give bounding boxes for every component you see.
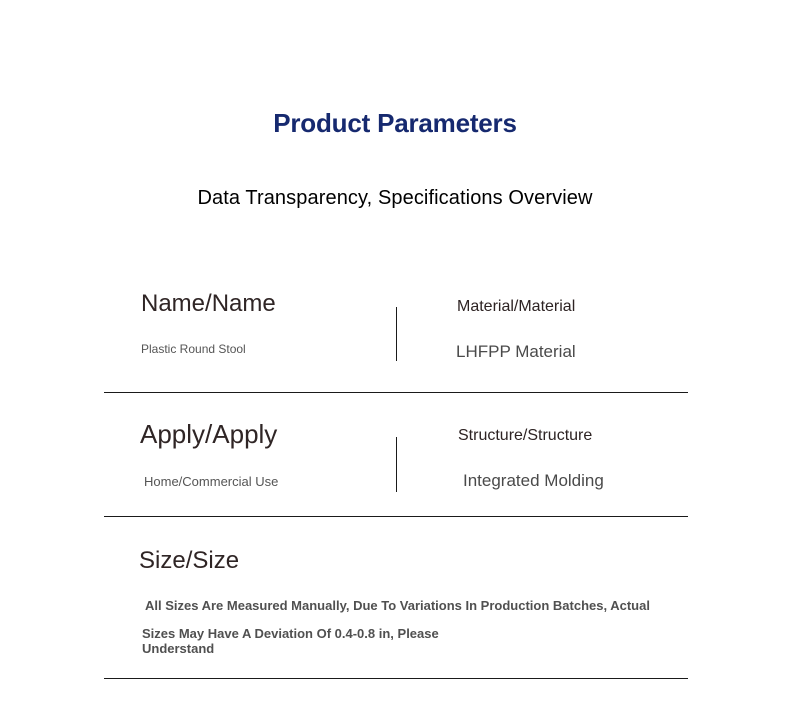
apply-label: Apply/Apply xyxy=(140,419,278,449)
row2-separator xyxy=(104,516,688,517)
row2-divider xyxy=(396,437,397,492)
name-value: Plastic Round Stool xyxy=(141,342,246,356)
size-label: Size/Size xyxy=(139,547,240,574)
name-label: Name/Name xyxy=(141,290,276,317)
page-subtitle: Data Transparency, Specifications Overview xyxy=(197,187,593,209)
structure-value: Integrated Molding xyxy=(463,471,604,490)
row3-separator xyxy=(104,678,688,679)
size-note-line2: Sizes May Have A Deviation Of 0.4-0.8 in, Please Understand xyxy=(142,626,439,656)
material-value: LHFPP Material xyxy=(456,342,576,361)
row1-divider xyxy=(396,307,397,361)
structure-label: Structure/Structure xyxy=(458,427,593,444)
size-note-line1: All Sizes Are Measured Manually, Due To Variations In Production Batches, Actual xyxy=(145,598,650,613)
material-label: Material/Material xyxy=(457,298,576,315)
row1-separator xyxy=(104,392,688,393)
apply-value: Home/Commercial Use xyxy=(144,474,279,489)
page-title: Product Parameters xyxy=(273,108,517,138)
